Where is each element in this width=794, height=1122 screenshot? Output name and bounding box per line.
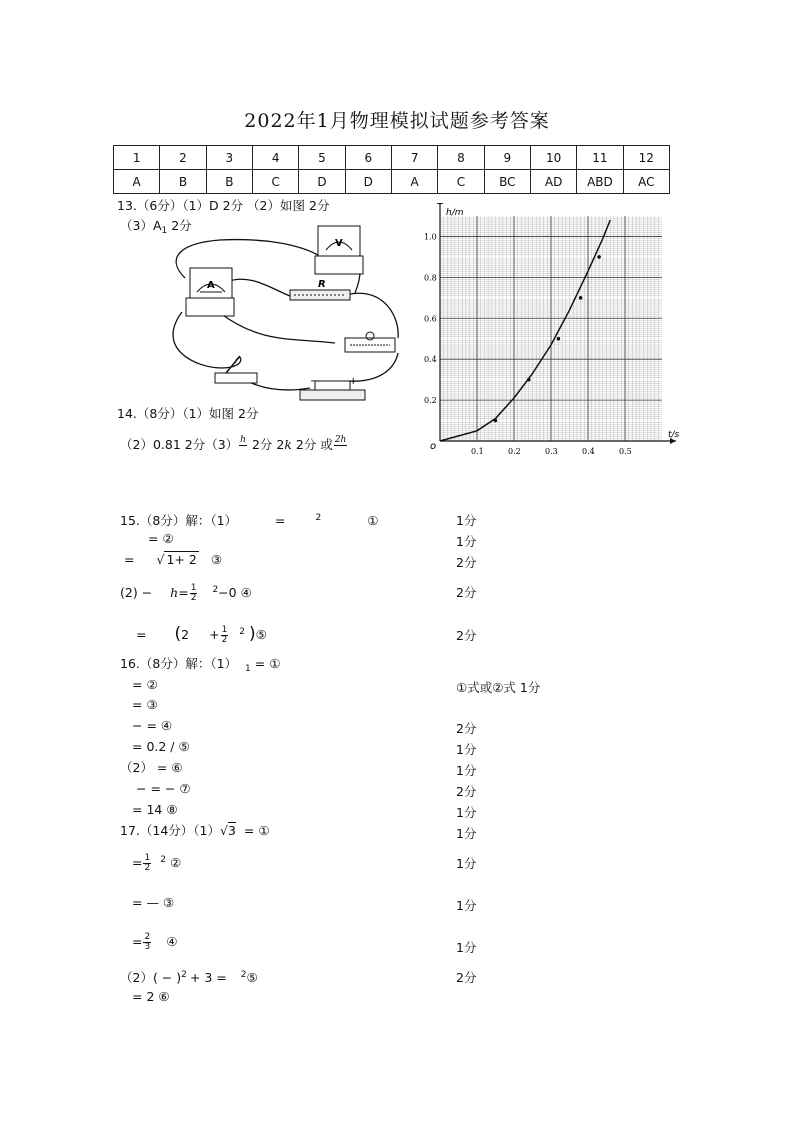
q14-part2: （2）0.81 2分（3） bbox=[120, 437, 239, 452]
q15-two: 2 bbox=[181, 627, 190, 642]
switch bbox=[215, 356, 257, 383]
q16-line6: （2） = ⑥ bbox=[120, 760, 183, 775]
answer-number-cell: 7 bbox=[391, 146, 437, 170]
q15-plus: + bbox=[209, 627, 220, 642]
q17-r5b: + 3 = bbox=[189, 970, 227, 985]
data-point bbox=[557, 337, 561, 341]
q15-part2: (2) − bbox=[120, 585, 153, 600]
q15-head: 15.（8分）解：（1） bbox=[120, 513, 238, 528]
page-title: 2022年1月物理模拟试题参考答案 bbox=[244, 110, 550, 132]
y-axis-label: h/m bbox=[446, 208, 464, 218]
q15-sup: 2 bbox=[315, 513, 322, 523]
answer-number-cell: 12 bbox=[623, 146, 669, 170]
q15-sup4: 2 bbox=[212, 585, 219, 595]
voltmeter bbox=[315, 226, 363, 274]
fraction-numerator: 1 bbox=[221, 625, 228, 635]
q15-line3: = √ 1+ 2 ③ bbox=[124, 552, 223, 567]
q17-line1: 17.（14分）（1）√3 = ① bbox=[120, 823, 270, 838]
q16-line3: = ③ bbox=[132, 697, 158, 712]
q15-mark3: ③ bbox=[210, 552, 223, 567]
answer-number-cell: 5 bbox=[299, 146, 345, 170]
q14-part3: 2分 2 bbox=[247, 437, 285, 452]
resistor-label: R bbox=[318, 279, 326, 290]
x-tick-label: 0.2 bbox=[508, 447, 521, 456]
q14-alt: 2分 或 bbox=[291, 437, 333, 452]
q16-line8: = 14 ⑧ bbox=[132, 802, 178, 817]
q13-subscript: 1 bbox=[161, 226, 168, 236]
h-t-graph bbox=[420, 203, 682, 458]
data-point bbox=[597, 255, 601, 259]
q16-head: 16.（8分）解：（1） bbox=[120, 656, 238, 671]
q15-score1: 1分 bbox=[456, 513, 477, 528]
fraction-numerator: 2 bbox=[144, 932, 151, 942]
q13-part3-label: （3）A bbox=[120, 218, 162, 233]
answer-number-cell: 4 bbox=[252, 146, 298, 170]
x-tick-label: 0.5 bbox=[619, 447, 632, 456]
q17-r1: = ① bbox=[243, 823, 270, 838]
answer-number-cell: 6 bbox=[345, 146, 391, 170]
q15-line4 bbox=[120, 582, 252, 603]
fraction-denominator: 2 bbox=[190, 593, 197, 603]
answer-key-cell: BC bbox=[484, 170, 530, 194]
q15-half5 bbox=[221, 626, 229, 645]
q17-line6: = 2 ⑥ bbox=[132, 989, 170, 1004]
q15-score2: 1分 bbox=[456, 534, 477, 549]
x-tick-label: 0.1 bbox=[471, 447, 484, 456]
answer-number-cell: 3 bbox=[206, 146, 252, 170]
q17-r5a: （2）( − ) bbox=[120, 970, 182, 985]
q17-sup5a: 2 bbox=[181, 970, 187, 980]
q16-score7: 2分 bbox=[456, 784, 477, 799]
q16-line1: 16.（8分）解：（1） $_1$ = ① bbox=[120, 656, 281, 674]
y-axis-arrow bbox=[437, 203, 443, 204]
q16-score2: ①式或②式 1分 bbox=[456, 680, 541, 695]
y-tick-label: 0.2 bbox=[424, 396, 437, 406]
q17-score1: 1分 bbox=[456, 826, 477, 841]
q16-line5: = 0.2 / ⑤ bbox=[132, 739, 190, 754]
data-point bbox=[494, 419, 498, 423]
y-tick-label: 0.4 bbox=[424, 355, 437, 365]
q17-sup2: 2 bbox=[160, 855, 166, 865]
q14-line1: 14.（8分）（1）如图 2分 bbox=[117, 406, 259, 421]
q15-score5: 2分 bbox=[456, 628, 477, 643]
fraction-numerator: 1 bbox=[144, 853, 151, 863]
q17-line3: = — ③ bbox=[132, 895, 175, 910]
answer-number-row bbox=[114, 146, 670, 170]
q15-score3: 2分 bbox=[456, 555, 477, 570]
answer-key-cell: B bbox=[206, 170, 252, 194]
answer-key-cell: A bbox=[391, 170, 437, 194]
q15-line2: = ② bbox=[148, 531, 174, 546]
answer-table bbox=[113, 145, 670, 194]
answer-key-row bbox=[114, 170, 670, 194]
fraction-numerator: h bbox=[240, 435, 246, 445]
q15-root: 1+ 2 bbox=[166, 552, 197, 567]
answer-key-cell: B bbox=[160, 170, 206, 194]
ammeter-label: A bbox=[207, 280, 215, 291]
q15-line1 bbox=[120, 510, 378, 529]
q15-score4: 2分 bbox=[456, 585, 477, 600]
q17-two-thirds bbox=[143, 933, 151, 952]
answer-key-cell: AC bbox=[623, 170, 669, 194]
q13-line1: 13.（6分）（1）D 2分 （2）如图 2分 bbox=[117, 198, 330, 213]
voltmeter-label: V bbox=[335, 238, 343, 249]
q14-line2 bbox=[120, 436, 348, 455]
x-tick-label: 0.4 bbox=[582, 447, 595, 456]
answer-number-cell: 2 bbox=[160, 146, 206, 170]
data-point bbox=[579, 296, 583, 300]
x-tick-label: 0.3 bbox=[545, 447, 558, 456]
q15-line5: = (2 + $\frac{1}{2}$ $^2$ )⑤ bbox=[136, 624, 267, 645]
origin-label: o bbox=[430, 441, 437, 452]
q15-sup5: 2 bbox=[239, 627, 246, 637]
q15-mark4: −0 ④ bbox=[218, 585, 252, 600]
battery-plus-label: + bbox=[349, 376, 358, 387]
q17-score5: 2分 bbox=[456, 970, 477, 985]
ammeter bbox=[186, 268, 234, 316]
answer-key-cell: ABD bbox=[577, 170, 623, 194]
q17-mark5: ⑤ bbox=[246, 970, 258, 985]
y-tick-label: 0.8 bbox=[424, 273, 437, 283]
q16-line4: − = ④ bbox=[132, 718, 173, 733]
y-tick-label: 1.0 bbox=[424, 232, 437, 242]
q16-score6: 1分 bbox=[456, 763, 477, 778]
q15-eq3: = bbox=[124, 552, 135, 567]
rheostat bbox=[345, 332, 395, 352]
x-axis-label: t/s bbox=[668, 430, 680, 440]
q15-eq4: = bbox=[178, 585, 189, 600]
q16-score4: 2分 bbox=[456, 721, 477, 736]
q13-part3-score: 2分 bbox=[167, 218, 192, 233]
q17-line4: = $\frac{2}{3}$ ④ bbox=[132, 932, 178, 952]
q17-score4: 1分 bbox=[456, 940, 477, 955]
q14-fraction-2h bbox=[334, 436, 348, 455]
fraction-denominator: 2 bbox=[221, 635, 228, 645]
q16-r1: = ① bbox=[254, 656, 281, 671]
q17-score3: 1分 bbox=[456, 898, 477, 913]
q16-line7: − = − ⑦ bbox=[136, 781, 191, 796]
data-point bbox=[527, 378, 531, 382]
q15-h: h bbox=[170, 585, 179, 600]
q17-mark2: ② bbox=[169, 855, 182, 870]
q17-sup5b: 2 bbox=[240, 970, 247, 980]
answer-number-cell: 1 bbox=[114, 146, 160, 170]
q17-line2: = $\frac{1}{2}$ $^2$ ② bbox=[132, 853, 182, 873]
q17-half bbox=[143, 854, 151, 873]
q16-line2: = ② bbox=[132, 677, 158, 692]
q17-root: 3 bbox=[227, 823, 236, 838]
answer-number-cell: 9 bbox=[484, 146, 530, 170]
q17-mark4: ④ bbox=[166, 934, 178, 949]
answer-key-cell: D bbox=[345, 170, 391, 194]
q15-mark1: ① bbox=[367, 513, 379, 528]
answer-number-cell: 8 bbox=[438, 146, 484, 170]
answer-key-cell: C bbox=[252, 170, 298, 194]
answer-key-cell: A bbox=[114, 170, 160, 194]
q17-score2: 1分 bbox=[456, 856, 477, 871]
fraction-numerator: 1 bbox=[190, 583, 197, 593]
q17-line5 bbox=[120, 967, 258, 986]
answer-number-cell: 10 bbox=[530, 146, 576, 170]
q15-eq: = bbox=[275, 513, 286, 528]
answer-number-cell: 11 bbox=[577, 146, 623, 170]
answer-key-cell: D bbox=[299, 170, 345, 194]
fraction-numerator: 2h bbox=[334, 435, 347, 445]
fraction-denominator: 3 bbox=[144, 942, 151, 952]
q15-eq5: = bbox=[136, 627, 147, 642]
q16-score8: 1分 bbox=[456, 805, 477, 820]
fraction-denominator: 2 bbox=[144, 863, 151, 873]
q15-mark5: ⑤ bbox=[255, 627, 267, 642]
battery-minus-label: − bbox=[310, 376, 319, 387]
y-tick-label: 0.6 bbox=[424, 314, 437, 324]
q14-fraction-h bbox=[239, 436, 247, 455]
q15-half bbox=[190, 584, 198, 603]
resistor bbox=[290, 279, 350, 300]
q17-head: 17.（14分）（1） bbox=[120, 823, 220, 838]
q14-k: k bbox=[284, 437, 292, 452]
answer-key-cell: C bbox=[438, 170, 484, 194]
answer-key-cell: AD bbox=[530, 170, 576, 194]
circuit-diagram bbox=[160, 218, 410, 403]
q16-score5: 1分 bbox=[456, 742, 477, 757]
